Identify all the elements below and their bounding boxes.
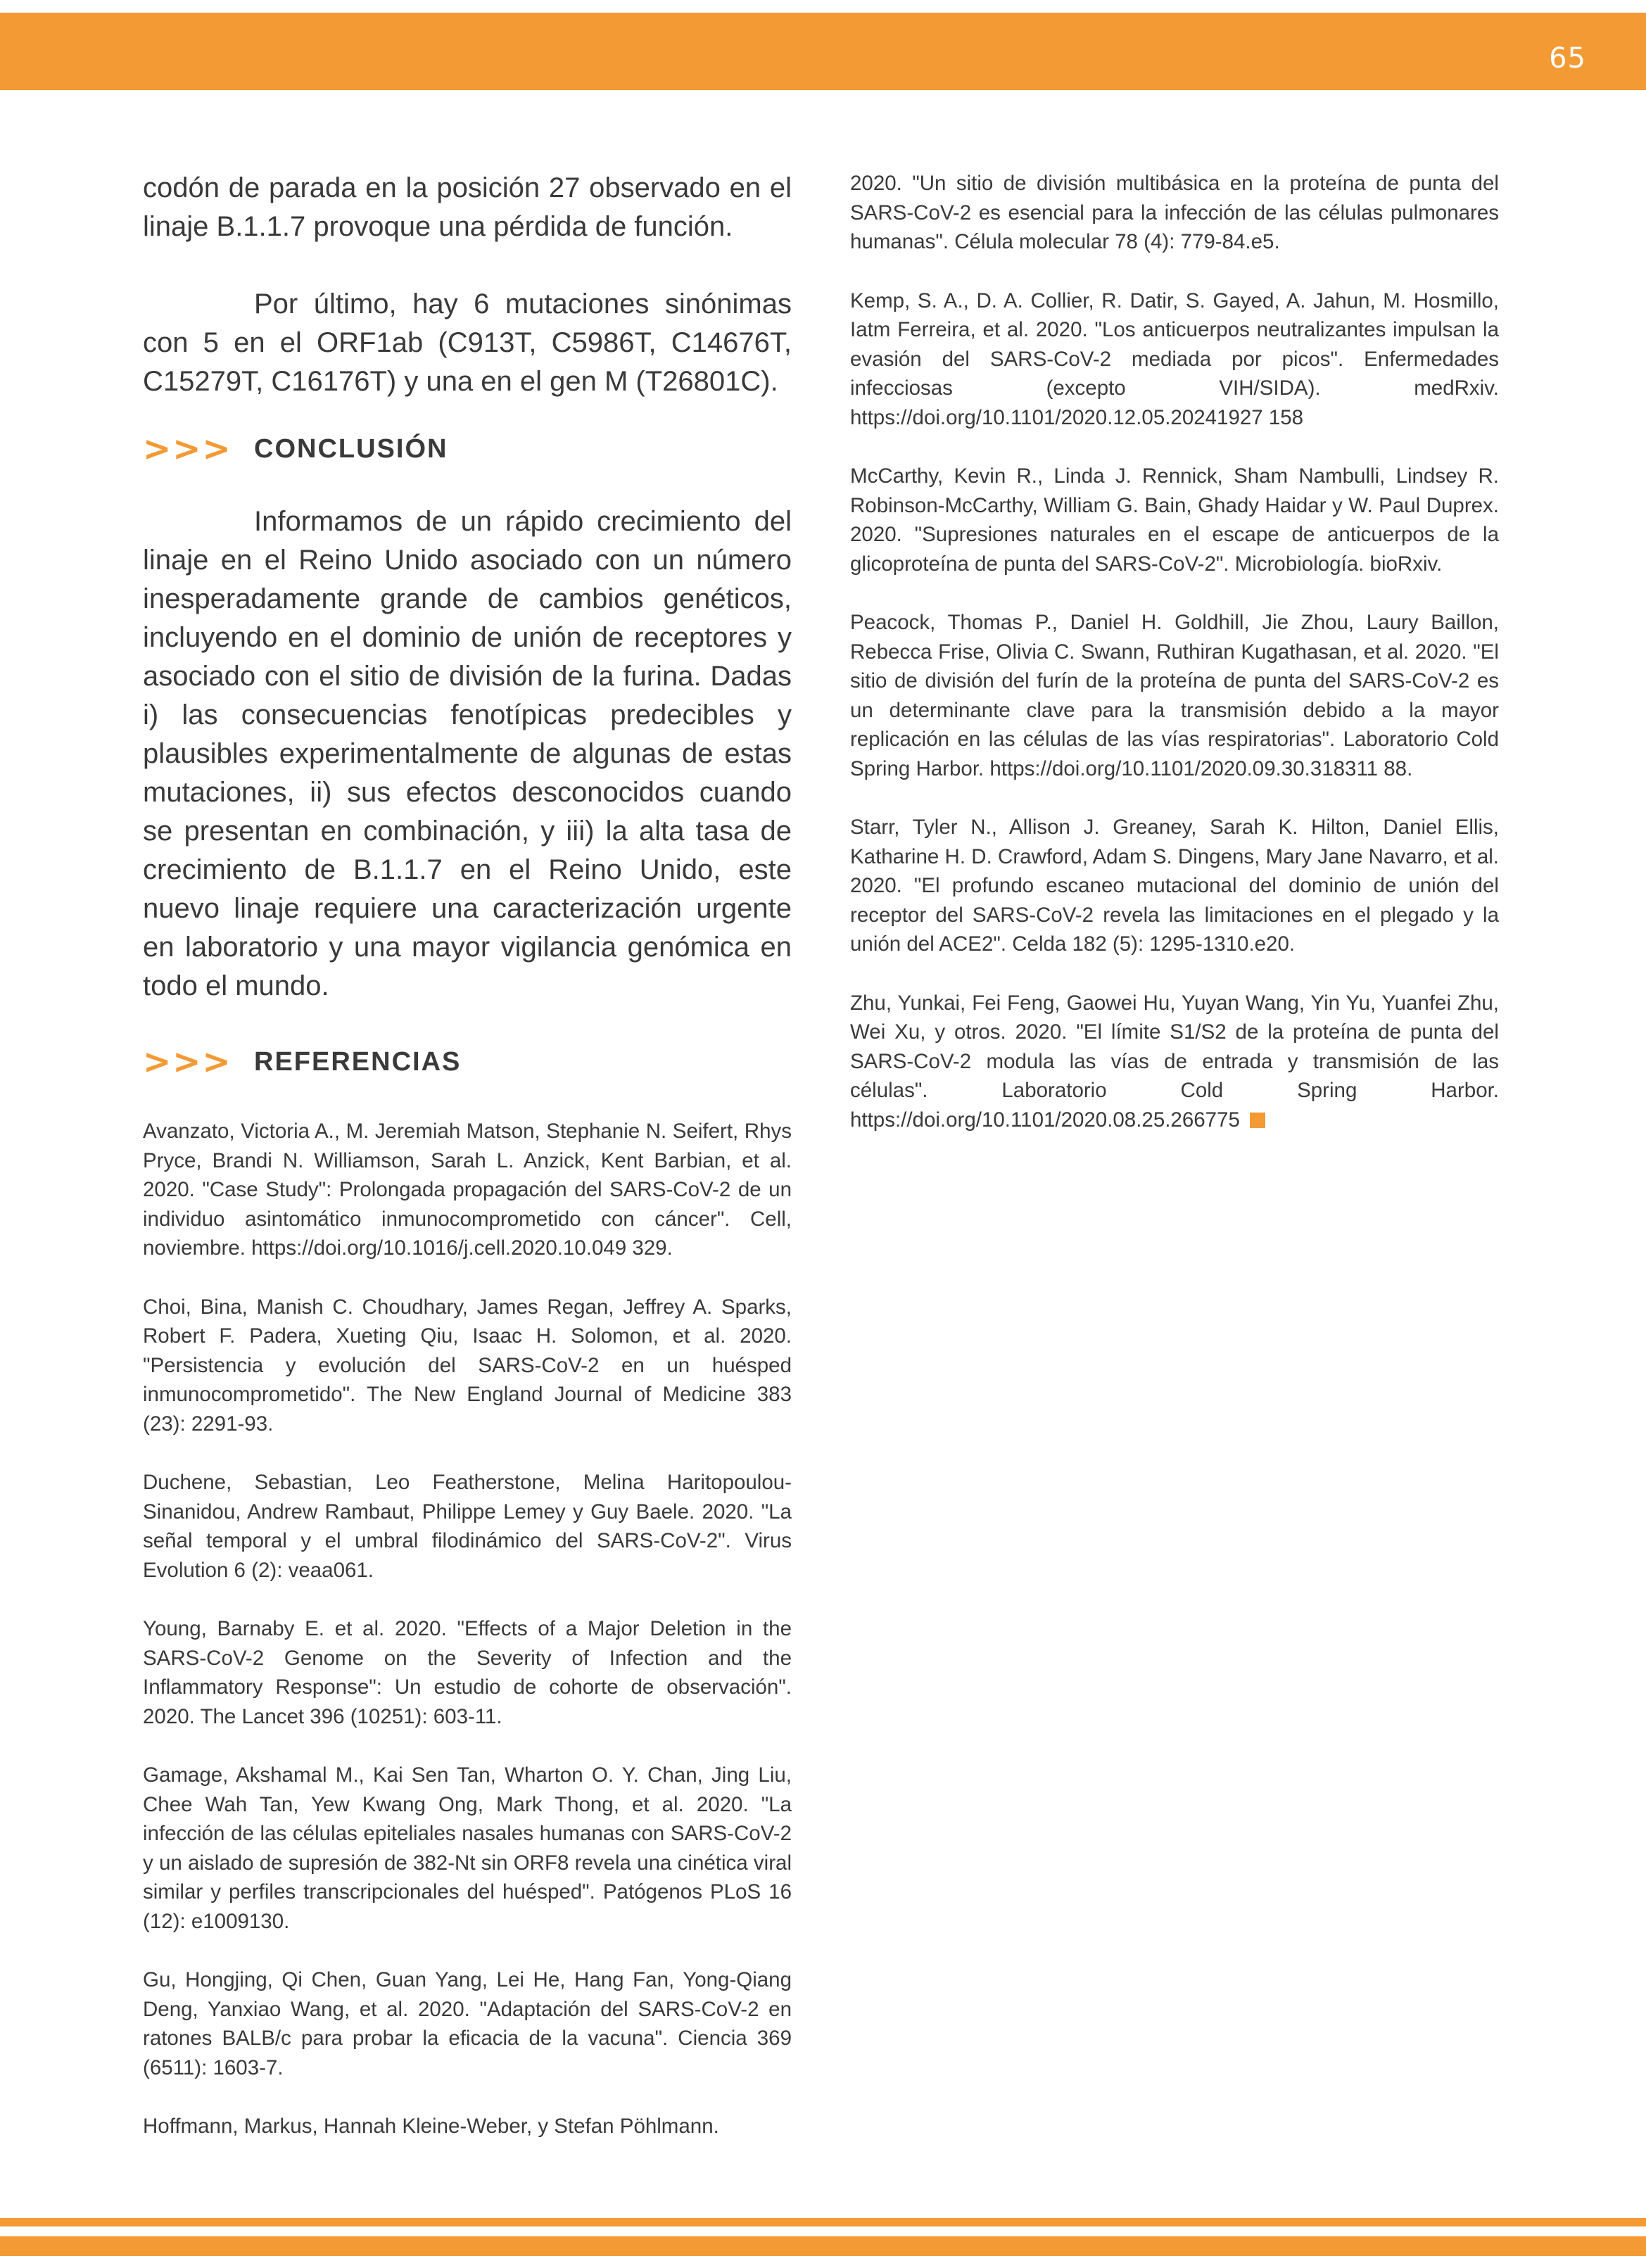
reference-item: Peacock, Thomas P., Daniel H. Goldhill, Jie Zhou, Laury Baillon, Rebecca Frise, Olivia C. Swann, Ruthiran Kugathasan, et al. 2020. "El sitio de división del furín de la proteína de punta del SARS-CoV-2 es un determinante clave para la transmisión debido a la mayor replicación en las células de las vías respiratorias". Laboratorio Cold Spring Harbor. https://doi.org/10.1101/2020.09.30.318311 88. — [850, 611, 1499, 780]
reference-item: Gamage, Akshamal M., Kai Sen Tan, Wharton O. Y. Chan, Jing Liu, Chee Wah Tan, Yew Kwang Ong, Mark Thong, et al. 2020. "La infección de las células epiteliales nasales humanas con SARS-CoV-2 y un aislado de supresión de 382-Nt sin ORF8 revela una cinética viral similar y perfiles transcripcionales del huésped". Patógenos PLoS 16 (12): e1009130. — [143, 1763, 792, 1933]
reference-item: Starr, Tyler N., Allison J. Greaney, Sarah K. Hilton, Daniel Ellis, Katharine H. D. Crawford, Adam S. Dingens, Mary Jane Navarro, et al. 2020. "El profundo escaneo mutacional del dominio de unión del receptor del SARS-CoV-2 revela las limitaciones en el plegado y la unión del ACE2". Celda 182 (5): 1295-1310.e20. — [850, 816, 1499, 956]
chevron-marker-icon: >>> — [143, 1042, 232, 1082]
end-of-article-square-icon — [1250, 1113, 1265, 1128]
reference-item-last — [850, 989, 1499, 1135]
reference-item: Gu, Hongjing, Qi Chen, Guan Yang, Lei He, Hang Fan, Yong-Qiang Deng, Yanxiao Wang, et al. 2020. "Adaptación del SARS-CoV-2 en ratones BALB/c para probar la eficacia de la vacuna". Ciencia 369 (6511): 1603-7. — [143, 1968, 792, 2079]
reference-item: 2020. "Un sitio de división multibásica en la proteína de punta del SARS-CoV-2 es esencial para la infección de las células pulmonares humanas". Célula molecular 78 (4): 779-84.e5. — [850, 172, 1499, 253]
conclusion-paragraph: Informamos de un rápido crecimiento del linaje en el Reino Unido asociado con un número inesperadamente grande de cambios genéticos, incluyendo en el dominio de unión de receptores y asociado con el sitio de división de la furina. Dadas i) las consecuencias fenotípicas predecibles y plausibles experimentalmente de algunas de estas mutaciones, ii) sus efectos desconocidos cuando se presentan en combinación, y iii) la alta tasa de crecimiento de B.1.1.7 en el Reino Unido, este nuevo linaje requiere una caracterización urgente en laboratorio y una mayor vigilancia genómica en todo el mundo. — [143, 506, 792, 1001]
reference-item: McCarthy, Kevin R., Linda J. Rennick, Sham Nambulli, Lindsey R. Robinson-McCarthy, William G. Bain, Ghady Haidar y W. Paul Duprex. 2020. "Supresiones naturales en el escape de anticuerpos de la glicoproteína de punta del SARS-CoV-2". Microbiología. bioRxiv. — [850, 464, 1499, 576]
conclusion-title: CONCLUSIÓN — [254, 433, 448, 464]
references-heading — [143, 1042, 792, 1082]
references-title: REFERENCIAS — [254, 1046, 462, 1077]
reference-item: Choi, Bina, Manish C. Choudhary, James Regan, Jeffrey A. Sparks, Robert F. Padera, Xueting Qiu, Isaac H. Solomon, et al. 2020. "Persistencia y evolución del SARS-CoV-2 en un huésped inmunocomprometido". The New England Journal of Medicine 383 (23): 2291-93. — [143, 1295, 792, 1436]
right-column — [850, 169, 1499, 1134]
page-number: 65 — [1549, 42, 1586, 75]
reference-item: Hoffmann, Markus, Hannah Kleine-Weber, y Stefan Pöhlmann. — [143, 2115, 719, 2138]
reference-list-left — [143, 1117, 792, 2141]
reference-item: Kemp, S. A., D. A. Collier, R. Datir, S. Gayed, A. Jahun, M. Hosmillo, Iatm Ferreira, et al. 2020. "Los anticuerpos neutralizantes impulsan la evasión del SARS-CoV-2 mediada por picos". Enfermedades infecciosas (excepto VIH/SIDA). medRxiv. https://doi.org/10.1101/2020.12.05.20241927 158 — [850, 289, 1499, 429]
header-bar — [0, 13, 1646, 90]
left-column — [143, 169, 792, 2141]
chevron-marker-icon: >>> — [143, 429, 232, 469]
footer-stripe-thick — [0, 2236, 1646, 2256]
reference-item: Young, Barnaby E. et al. 2020. "Effects of a Major Deletion in the SARS-CoV-2 Genome on the Severity of Infection and the Inflammatory Response": Un estudio de cohorte de observación". 2020. The Lancet 396 (10251): 603-11. — [143, 1617, 792, 1728]
conclusion-heading — [143, 429, 792, 469]
body-paragraph-synonymous: Por último, hay 6 mutaciones sinónimas con 5 en el ORF1ab (C913T, C5986T, C14676T, C15279T, C16176T) y una en el gen M (T26801C). — [143, 289, 792, 397]
body-paragraph-continuation: codón de parada en la posición 27 observado en el linaje B.1.1.7 provoque una pérdida de función. — [143, 172, 792, 242]
footer-stripe-thin — [0, 2218, 1646, 2226]
reference-item: Avanzato, Victoria A., M. Jeremiah Matson, Stephanie N. Seifert, Rhys Pryce, Brandi N. Williamson, Sarah L. Anzick, Kent Barbian, et al. 2020. "Case Study": Prolongada propagación del SARS-CoV-2 de un individuo asintomático inmunocomprometido con cáncer". Cell, noviembre. https://doi.org/10.1016/j.cell.2020.10.049 329. — [143, 1120, 792, 1260]
reference-item: Duchene, Sebastian, Leo Featherstone, Melina Haritopoulou-Sinanidou, Andrew Rambaut, Philippe Lemey y Guy Baele. 2020. "La señal temporal y el umbral filodinámico del SARS-CoV-2". Virus Evolution 6 (2): veaa061. — [143, 1471, 792, 1582]
reference-text: Zhu, Yunkai, Fei Feng, Gaowei Hu, Yuyan Wang, Yin Yu, Yuanfei Zhu, Wei Xu, y otros. 2020. "El límite S1/S2 de la proteína de punta del SARS-CoV-2 modula las vías de entrada y transmisión de las células". Laboratorio Cold Spring Harbor. https://doi.org/10.1101/2020.08.25.266775 — [850, 991, 1499, 1132]
